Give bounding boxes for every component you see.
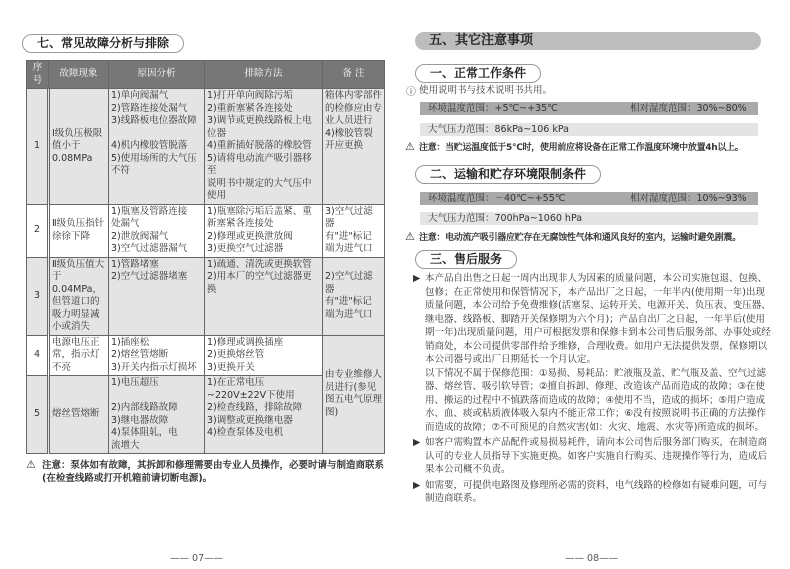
exclusions-text: 以下情况不属于保修范围：①易损、易耗品：贮液瓶及盖、贮气瓶及盖、空气过滤器、熔丝管、吸引软导管；②擅自拆卸、修理、改造该产品而造成的故障；③在使用、搬运的过程中不慎跌落而造成的故障；④使用不当，造成的损坏；⑤用户造成水、血、痰或粘质液体吸入泵内不能正常工作；⑥没有按照说明书正确的方法操作而造成的故障；⑦不可预见的自然灾害(如：火灾、地震、水灾等)所造成的损坏。 — [425, 367, 767, 433]
row-fix: 1)瓶塞除污垢后盖紧、重 新塞紧各连接处 2)修理或更换泄放阀 3)更换空气过滤器 — [205, 204, 323, 257]
service-item — [413, 272, 773, 434]
section-title-notes: 五、其它注意事项 — [415, 32, 761, 50]
page-number: —— 07—— — [170, 553, 224, 564]
storage-temp-bar — [420, 192, 758, 205]
storage-note: 注意：电动流产吸引器应贮存在无腐蚀性气体和通风良好的室内，运输时避免剧震。 — [419, 233, 741, 243]
troubleshooting-table — [26, 60, 385, 454]
bullet-icon: ▶ — [413, 437, 421, 448]
storage-temp: 环境温度范围：－40℃~+55℃ — [428, 193, 566, 204]
row-cause: 1)瓶塞及管路连接 处漏气 2)泄放阀漏气 3)空气过滤器漏气 — [109, 204, 205, 257]
subsection-title-storage: 二、运输和贮存环境限制条件 — [415, 165, 601, 184]
warning-icon: ⚠ — [405, 140, 415, 153]
row-symptom: Ⅱ级负压值大于0.04MPa，但管道口的吸力明显减小或消失 — [49, 257, 109, 335]
table-row — [27, 89, 385, 205]
row-no: 2 — [27, 204, 49, 257]
row-no: 1 — [27, 89, 49, 205]
page-number: —— 08—— — [565, 553, 619, 564]
row-symptom: 熔丝管熔断 — [49, 376, 109, 454]
table-header-row — [27, 61, 385, 89]
table-row — [27, 204, 385, 257]
row-no: 3 — [27, 257, 49, 335]
warning-icon: ⚠ — [26, 458, 36, 471]
header-remark: 备 注 — [323, 61, 385, 89]
row-symptom: 电源电压正常，指示灯不亮 — [49, 335, 109, 376]
bullet-icon: ▶ — [413, 479, 421, 491]
row-fix: 1)疏通、清洗或更换软管 2)用本厂的空气过滤器更 换 — [205, 257, 323, 335]
row-cause: 1)电压超压 2)内部线路故障 3)继电器故障 4)泵体阻轧，电 流增大 — [109, 376, 205, 454]
subsection-title-service: 三、售后服务 — [415, 250, 517, 269]
warning-icon: ⚠ — [405, 230, 415, 243]
header-no: 序号 — [27, 61, 49, 89]
row-remark-merged: 由专业维修人员进行(参见图五电气原理图) — [323, 335, 385, 454]
info-text: 使用说明书与技术说明书共用。 — [419, 85, 553, 96]
left-page-body — [26, 60, 384, 485]
service-text: 本产品自出售之日起一周内出现非人为因素的质量问题，本公司实施包退、包换、包修；在正常使用和保管情况下，本产品出厂之日起，一年半内(使用期一年)出现质量问题，本公司给予免费维修(活塞泵、运转开关、电源开关、负压表、变压器、继电器、线路板、脚踏开关保修期为六个月)；产品自出厂之日起，一年半后(使用期一年)出现质量问题，用户可根据发票和保修卡到本公司售后服务部、办事处或经销商处，本公司提供零部件给予维修，合理收费。如用户无法提供发票，保修期以本公司器号或出厂日期延长一个月认定。 — [425, 273, 771, 365]
row-fix: 1)修理或调换插座 2)更换熔丝管 3)更换开关 — [205, 335, 323, 376]
left-note-block — [26, 459, 384, 485]
row-fix: 1)打开单向阀除污垢 2)重新塞紧各连接处 3)调节或更换线路板上电 位器 4)重新插好脱落的橡胶管 5)请将电动流产吸引器移至 说明书中规定的大气压中 使用 — [205, 89, 323, 205]
row-fix: 1)在正常电压 ~220V±22V下使用 2)检查线路，排除故障 3)调整或更换继电器 4)检查泵体及电机 — [205, 376, 323, 454]
service-item — [413, 436, 773, 477]
row-cause: 1)单向阀漏气 2)管路连接处漏气 3)线路板电位器故障 4)机内橡胶管脱落 5)使用场所的大气压 不符 — [109, 89, 205, 205]
service-item — [413, 479, 773, 506]
row-cause: 1)管路堵塞 2)空气过滤器堵塞 — [109, 257, 205, 335]
row-symptom: Ⅰ级负压极限值小于0.08MPa — [49, 89, 109, 205]
row-remark: 3)空气过滤器 有"进"标记 端为进气口 — [323, 204, 385, 257]
row-remark: 2)空气过滤器 有"进"标记 端为进气口 — [323, 257, 385, 335]
info-icon: ⓘ — [406, 87, 416, 98]
working-temp-bar — [420, 102, 758, 115]
row-symptom: Ⅱ级负压指针徐徐下降 — [49, 204, 109, 257]
table-row — [27, 335, 385, 376]
left-note: 注意：泵体如有故障，其拆卸和修理需要由专业人员操作，必要时请与制造商联系(在检查线路或打开机箱前请切断电源)。 — [42, 460, 385, 484]
row-no: 5 — [27, 376, 49, 454]
subsection-title-working: 一、正常工作条件 — [415, 64, 541, 83]
row-cause: 1)插座松 2)熔丝管熔断 3)开关内指示灯损坏 — [109, 335, 205, 376]
working-humidity: 相对湿度范围：30%~80% — [630, 103, 747, 114]
service-text: 如需要，可提供电路图及修理所必需的资料，电气线路的检修如有疑难问题，可与制造商联系。 — [425, 479, 768, 504]
section-title-troubleshooting: 七、常见故障分析与排除 — [22, 34, 184, 53]
bullet-icon: ▶ — [413, 273, 421, 284]
row-remark: 箱体内零部件的检修应由专业人员进行 4)橡胶管裂 开应更换 — [323, 89, 385, 205]
header-symptom: 故障现象 — [49, 61, 109, 89]
service-list — [413, 272, 773, 508]
working-note: 注意：当贮运温度低于5℃时，使用前应将设备在正常工作温度环境中放置4h以上。 — [419, 143, 744, 153]
header-cause: 原因分析 — [109, 61, 205, 89]
working-temp: 环境温度范围：+5℃~+35℃ — [428, 103, 558, 114]
storage-humidity: 相对湿度范围：10%~93% — [630, 193, 747, 204]
header-fix: 排除方法 — [205, 61, 323, 89]
working-pressure: 大气压力范围：86kPa~106 kPa — [420, 123, 758, 136]
service-text: 如客户需购置本产品配件或易损易耗件，请向本公司售后服务部门购买，在制造商认可的专业人员指导下实施更换。如客户实施自行购买、违规操作等行为，造成后果本公司概不负责。 — [425, 437, 768, 475]
row-no: 4 — [27, 335, 49, 376]
table-row — [27, 257, 385, 335]
storage-pressure: 大气压力范围：700hPa~1060 hPa — [420, 212, 758, 225]
